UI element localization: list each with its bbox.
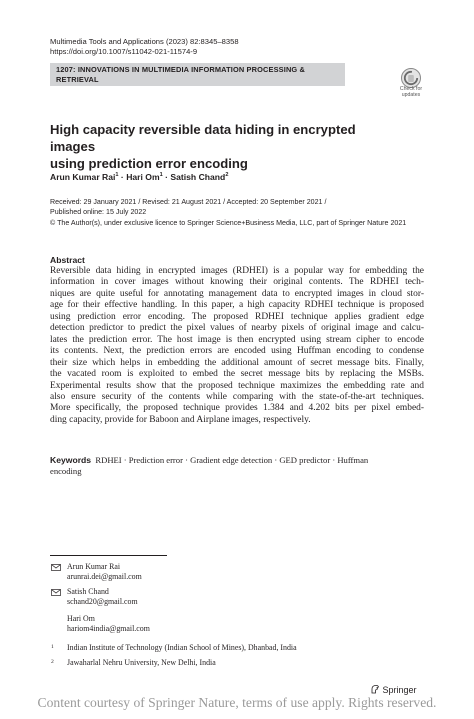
contact-name: Satish Chand: [67, 587, 109, 596]
banner-line-1: 1207: INNOVATIONS IN MULTIMEDIA INFORMATION PROCESSING &: [56, 65, 306, 74]
contact-satish: [67, 587, 138, 607]
abstract-line: lates the prediction error. The host image is then encrypted using stream cipher to encode: [50, 334, 424, 345]
journal-citation: Multimedia Tools and Applications (2023) 82:8345–8358: [50, 37, 239, 46]
abstract-line: using prediction error encoding. The proposed RDHEI technique applies gradient edge: [50, 311, 424, 322]
abstract-line: Reversible data hiding in encrypted images (RDHEI) is a popular way for embedding the: [50, 266, 424, 276]
keywords-block: [50, 455, 424, 477]
check-for-updates-label[interactable]: [391, 86, 431, 98]
abstract-line: their size which helps in embedding the additional amount of secret message bits. Finally,: [50, 357, 424, 368]
author-affiliation-mark: 1: [115, 172, 119, 179]
abstract-line: also ensure security of the contents while comparing with the state-of-the-art techniques.: [50, 391, 424, 402]
check-label-line-2: updates: [401, 92, 421, 98]
affiliation-number: 2: [51, 659, 54, 665]
abstract-line: age for their effective handling. In this paper, a high capacity RDHEI technique is proposed: [50, 300, 424, 311]
author-list: [50, 172, 228, 182]
affiliation-1: Indian Institute of Technology (Indian School of Mines), Dhanbad, India: [67, 643, 297, 652]
abstract-line: the vacated room is exploited to embed the secret message bits by replacing the MSBs.: [50, 369, 424, 380]
author-separator: ·: [162, 172, 171, 182]
keywords-list: RDHEI · Prediction error · Gradient edge detection · GED predictor · Huffman: [95, 455, 369, 465]
keywords-label: Keywords: [50, 455, 92, 465]
contact-email[interactable]: schand20@gmail.com: [67, 597, 138, 606]
affiliation-number: 1: [51, 644, 54, 650]
contact-email[interactable]: hariom4india@gmail.com: [67, 624, 150, 633]
author-affiliation-mark: 2: [225, 172, 229, 179]
banner-line-2: RETRIEVAL: [56, 75, 99, 84]
copyright-notice: © The Author(s), under exclusive licence to Springer Science+Business Media, LLC, part of Springer Nature 2021: [50, 218, 407, 227]
check-label-line-1: Check for: [399, 86, 423, 92]
contact-name: Arun Kumar Rai: [67, 562, 121, 571]
author-name: Arun Kumar Rai: [50, 172, 116, 182]
courtesy-watermark: Content courtesy of Springer Nature, terms of use apply. Rights reserved.: [37, 695, 437, 710]
contact-email[interactable]: arunrai.dei@gmail.com: [67, 572, 142, 581]
topical-collection-title: [56, 65, 341, 85]
keywords-list-continued: encoding: [50, 466, 82, 476]
title-line-1: High capacity reversible data hiding in encrypted images: [50, 122, 356, 154]
envelope-icon: [51, 589, 61, 596]
affiliation-1-number: [51, 641, 54, 652]
published-online: Published online: 15 July 2022: [50, 208, 147, 217]
publication-history: [50, 197, 440, 228]
abstract-body: [50, 266, 424, 426]
abstract-line: its contents. Next, the prediction errors are encoded using Huffman encoding to condense: [50, 346, 424, 357]
abstract-line: ding capacity, provide for Baboon and Airplane images, respectively.: [50, 414, 311, 425]
abstract-line: niques are quite useful for annotating management data to encrypted images in cloud stor-: [50, 288, 424, 299]
abstract-line: information in cover images without knowing their original contents. The RDHEI tech-: [50, 277, 424, 288]
springer-horse-icon: [370, 684, 380, 694]
contact-arun: [67, 562, 142, 582]
springer-logo: [370, 684, 417, 695]
envelope-icon: [51, 564, 61, 571]
affiliation-2-number: [51, 656, 54, 667]
footnote-divider: [50, 555, 167, 556]
article-title: [50, 121, 390, 172]
title-line-2: using prediction error encoding: [50, 156, 248, 171]
doi-link[interactable]: https://doi.org/10.1007/s11042-021-11574-9: [50, 47, 198, 56]
contact-hari: [67, 614, 150, 634]
author-name: Hari Om: [126, 172, 160, 182]
publisher-name: Springer: [382, 685, 417, 695]
history-dates: Received: 29 January 2021 / Revised: 21 August 2021 / Accepted: 20 September 2021 /: [50, 198, 327, 206]
journal-header: [50, 37, 239, 57]
abstract-line: Experimental results show that the proposed technique maximizes the embedding rate and: [50, 380, 424, 391]
author-name: Satish Chand: [170, 172, 226, 182]
author-separator: ·: [118, 172, 127, 182]
affiliation-2: Jawaharlal Nehru University, New Delhi, India: [67, 658, 216, 667]
abstract-line: detection predictor to predict the pixel values of nearby pixels of original image and calcu-: [50, 323, 424, 334]
abstract-line: More specifically, the proposed technique provides 1.384 and 4.202 bits per pixel embed-: [50, 403, 424, 414]
author-affiliation-mark: 1: [159, 172, 163, 179]
abstract-heading: Abstract: [50, 255, 85, 265]
contact-name: Hari Om: [67, 614, 95, 623]
